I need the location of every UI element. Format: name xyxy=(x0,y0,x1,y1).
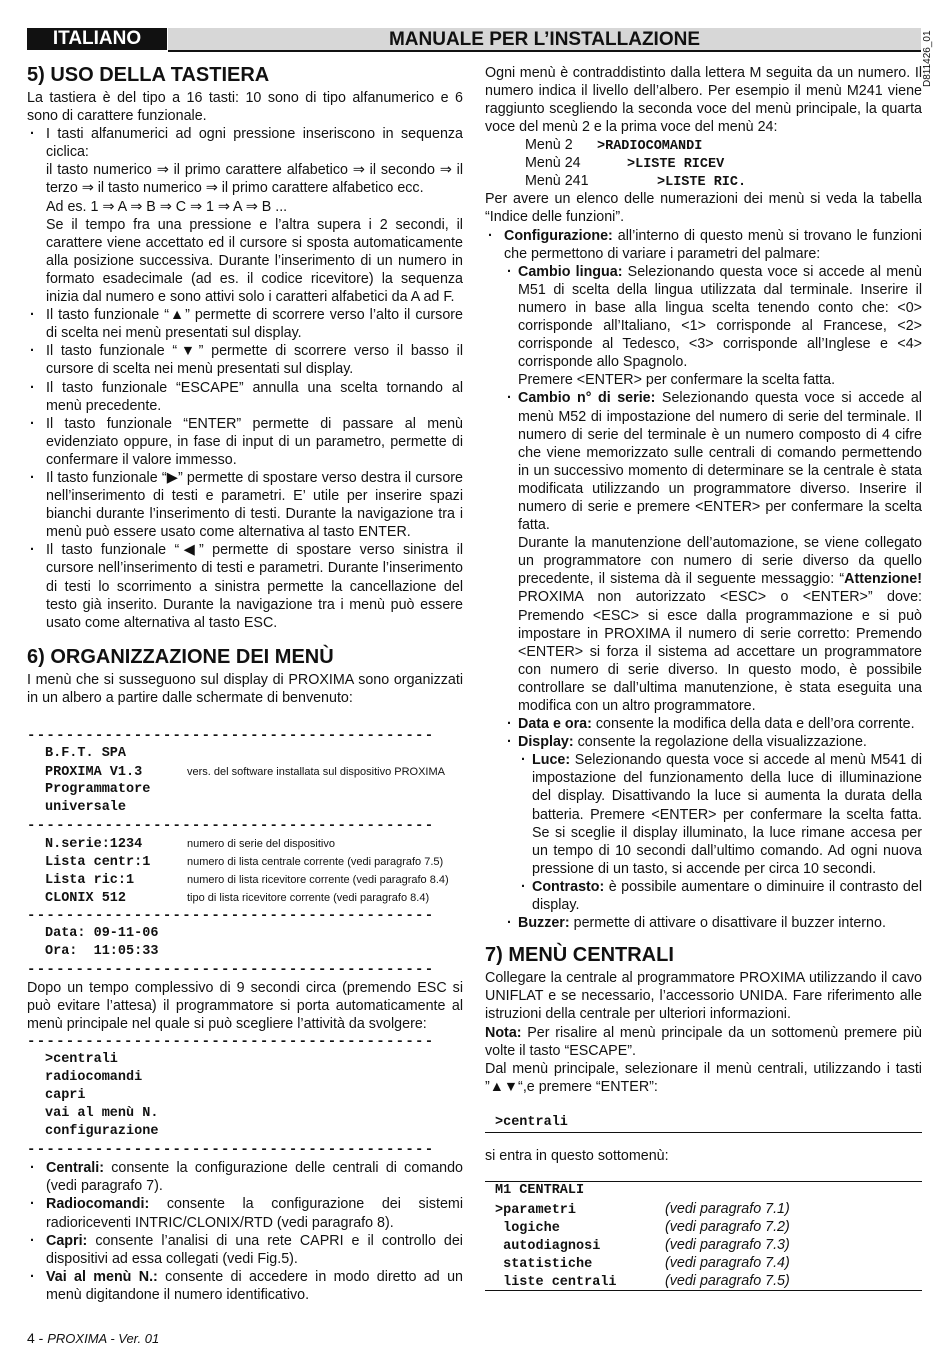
paragraph: Collegare la centrale al programmatore PROXIMA utilizzando il cavo UNIFLAT e se necessario, l’accessorio UNIDA. Fare riferimento alle istruzioni della centrale per ulteriori informazioni. xyxy=(485,970,922,1023)
main-menu-screen: >centrali radiocomandi capri vai al menù N. configurazione xyxy=(45,1052,159,1140)
language-label: ITALIANO xyxy=(27,28,167,50)
divider: ------------------------------------------ xyxy=(27,908,435,924)
section-7-title: 7) MENÙ CENTRALI xyxy=(485,944,674,967)
divider: ------------------------------------------ xyxy=(27,818,435,834)
paragraph: Dal menù principale, selezionare il menù centrali, utilizzando i tasti ”▲▼“,e premere “ENTER”: xyxy=(485,1060,922,1095)
paragraph: Dopo un tempo complessivo di 9 secondi circa (premendo ESC si può evitare l’attesa) il programmatore si porta automaticamente al menù principale nel quale si può scegliere l’attività da svolgere: xyxy=(27,980,463,1033)
list-item: · Cambio lingua: Selezionando questa voce si accede al menù M51 di scelta della lingua utilizzata dal terminale. Inserire il numero in base alla lingua scelta tenendo conto che: <0> corrisponde all’Italiano, <1> corrisponde al Francese, <2> corrisponde al Tedesco, <3> corrisponde all’Inglese e <4> corrisponde allo Spagnolo. Premere <ENTER> per confermare la scelta fatta. xyxy=(504,263,922,390)
divider: ------------------------------------------ xyxy=(27,1034,435,1051)
document-code: D811426_01 xyxy=(922,30,933,88)
list-item: · Radiocomandi: consente la configurazione dei sistemi radioriceventi INTRIC/CLONIX/RTD (vedi paragrafo 8). xyxy=(27,1195,463,1231)
list-item: · Il tasto funzionale “ESCAPE” annulla una scelta tornando al menù precedente. xyxy=(27,379,463,415)
list-item: · Capri: consente l’analisi di una rete CAPRI e il controllo dei dispositivi ad essa collegati (vedi Fig.5). xyxy=(27,1232,463,1268)
list-item: · Il tasto funzionale “◀” permette di spostare verso sinistra il cursore nell’inserimento di testi e parametri. Durante l’inserimento di testi lo scorrimento a sinistra permette la cancellazione del testo già inserito. Durante la navigazione tra i menù può essere usato come alternativa al tasto ESC. xyxy=(27,541,463,631)
keyboard-list xyxy=(27,125,463,632)
list-item: · Data e ora: consente la modifica della data e dell’ora corrente. xyxy=(504,715,922,733)
list-item: · Vai al menù N.: consente di accedere in modo diretto ad un menù digitandone il numero identificativo. xyxy=(27,1268,463,1304)
list-item: · Il tasto funzionale “▲” permette di scorrere verso l’alto il cursore di scelta nei menù presentati sul display. xyxy=(27,306,463,342)
paragraph: si entra in questo sottomenù: xyxy=(485,1147,669,1164)
centrali-submenu-table: M1 CENTRALI >parametri (vedi paragrafo 7.1) logiche (vedi paragrafo 7.2) autodiagnosi (vedi paragrafo 7.3) statistiche (vedi paragrafo 7.4) liste centrali (vedi paragrafo 7.5) xyxy=(485,1181,922,1291)
centrali-screen: >centrali xyxy=(485,1114,922,1133)
list-item: · Display: consente la regolazione della visualizzazione. · Luce: Selezionando questa voce si accede al menù M541 di impostazione del funzionamento della luce di illuminazione del display. Disattivando la luce si aumenta la durata della batteria. Premere <ENTER> per confermare la scelta fatta. Se si sceglie il display illuminato, la luce rimane accesa per un tempo di 10 secondi dall’ultimo comando. Ad ogni nuova pressione di un tasto, si accende per circa 10 secondi. · Contrasto: è possibile aumentare o diminuire il contrasto del display. xyxy=(504,733,922,914)
welcome-screen-1: B.F.T. SPA PROXIMA V1.3 vers. del software installata sul dispositivo PROXIMA Programmatore universale xyxy=(45,746,445,815)
welcome-screen-3: Data: 09-11-06 Ora: 11:05:33 xyxy=(45,926,159,959)
right-column xyxy=(485,64,922,1291)
manual-title: MANUALE PER L’INSTALLAZIONE xyxy=(168,28,921,52)
page-footer: 4 - PROXIMA - Ver. 01 xyxy=(27,1330,160,1346)
list-item: · Configurazione: all’interno di questo menù si trovano le funzioni che permettono di variare i parametri del palmare: · Cambio lingua: Selezionando questa voce si accede al menù M51 di scelta della lingua utilizzata dal terminale. Inserire il numero in base alla lingua scelta tenendo conto che: <0> corrisponde all’Italiano, <1> corrisponde al Francese, <2> corrisponde al Tedesco, <3> corrisponde all’Inglese e <4> corrisponde allo Spagnolo. Premere <ENTER> per confermare la scelta fatta. · Cambio n° di serie: Selezionando questa voce si accede al menù M52 di impostazione del numero di serie del terminale. Il numero di serie del terminale è un numero composto di 4 cifre che viene memorizzato sulle centrali di comando permettendo in un successivo momento di determinare se la centrale è stata modificata utilizzando un programmatore diverso. Inserire il numero di serie e premere <ENTER> per confermare la scelta fatta. Durante la manutenzione dell’automazione, se viene collegato un programmatore con numero di serie diverso da quello precedente, il sistema dà il seguente messaggio: “Attenzione! PROXIMA non autorizzato <ESC> o <ENTER>” dove: Premendo <ESC> si esce dalla programmazione e si può impostare in PROXIMA il numero di serie corretto: Premendo <ENTER> si forza il sistema ad accettare un programmatore con numero di serie diverso. In questo modo, è possibile controllare se dall’ultima manutenzione, è stata eseguita una modifica con un altro programmatore. · Data e ora: consente la modifica della data e dell’ora corrente. · Display: consente la regolazione della visualizzazione. · Luce: Selezionando questa voce si accede al menù M541 di impostazione del funzionamento della luce di illuminazione del display. Disattivando la luce si aumenta la durata della batteria. Premere <ENTER> per confermare la scelta fatta. Se si sceglie il display illuminato, la luce rimane accesa per un tempo di 10 secondi dall’ultimo comando. Ad ogni nuova pressione di un tasto, si accende per circa 10 secondi. · Contrasto: è possibile aumentare o diminuire il contrasto del display. · Buzzer: permette di attivare o disattivare il buzzer interno. xyxy=(485,227,922,933)
section-6-intro: I menù che si susseguono sul display di PROXIMA sono organizzati in un albero a partire dalle schermate di benvenuto: xyxy=(27,671,463,706)
list-item: · Cambio n° di serie: Selezionando questa voce si accede al menù M52 di impostazione del numero di serie del terminale. Il numero di serie del terminale è un numero composto di 4 cifre che viene memorizzato sulle centrali di comando permettendo in un successivo momento di determinare se la centrale è stata modificata utilizzando un programmatore diverso. Inserire il numero di serie e premere <ENTER> per confermare la scelta fatta. Durante la manutenzione dell’automazione, se viene collegato un programmatore con numero di serie diverso da quello precedente, il sistema dà il seguente messaggio: “Attenzione! PROXIMA non autorizzato <ESC> o <ENTER>” dove: Premendo <ESC> si esce dalla programmazione e si può impostare in PROXIMA il numero di serie corretto: Premendo <ENTER> si forza il sistema ad accettare un programmatore con numero di serie diverso. In questo modo, è possibile controllare se dall’ultima manutenzione, è stata eseguita una modifica con un altro programmatore. xyxy=(504,389,922,715)
section-5-title: 5) USO DELLA TASTIERA xyxy=(27,64,270,86)
left-column xyxy=(27,64,463,1304)
list-item: · Il tasto funzionale “ENTER” permette di passare al menù evidenziato oppure, in fase di input di un parametro, permette di confermare il valore immesso. xyxy=(27,415,463,469)
list-item: · Centrali: consente la configurazione delle centrali di comando (vedi paragrafo 7). xyxy=(27,1159,463,1195)
menu-example: Menù 2 >RADIOCOMANDI Menù 24 >LISTE RICEV Menù 241 >LISTE RIC. xyxy=(525,137,747,191)
divider: ------------------------------------------ xyxy=(27,1142,435,1159)
list-item: · Il tasto funzionale “▼” permette di scorrere verso il basso il cursore di scelta nei menù presentati sul display. xyxy=(27,342,463,378)
divider: ------------------------------------------ xyxy=(27,962,435,978)
list-item: · I tasti alfanumerici ad ogni pressione inseriscono in sequenza ciclica: il tasto numerico ⇒ il primo carattere alfabetico ⇒ il secondo ⇒ il terzo ⇒ il tasto numerico ⇒ il primo carattere alfabetico ecc. Ad es. 1 ⇒ A ⇒ B ⇒ C ⇒ 1 ⇒ A ⇒ B ... Se il tempo fra una pressione e l’altra supera i 2 secondi, il carattere viene accettato ed il cursore si sposta automaticamente alla posizione successiva. Durante l’inserimento di un numero in formato esadecimale (ad es. il codice ricevitore) la sequenza inizia dal numero e sono attivi solo i caratteri alfabetici da A ad F. xyxy=(27,125,463,306)
note: Nota: Per risalire al menù principale da un sottomenù premere più volte il tasto “ESCAPE”. xyxy=(485,1024,922,1059)
list-item: · Il tasto funzionale “▶” permette di spostare verso destra il cursore nell’inserimento di testi e parametri. E’ utile per inserire spazi bianchi durante l’inserimento di testi. Durante la navigazione tra i menù può essere usato come alternativa al tasto ENTER. xyxy=(27,469,463,541)
paragraph: Ogni menù è contraddistinto dalla lettera M seguita da un numero. Il numero indica il livello dell’albero. Per esempio il menù M241 viene raggiunto scegliendo la seconda voce del menù principale, la quarta voce del menù 2 e la prima voce del menù 24: xyxy=(485,65,922,136)
list-item: · Contrasto: è possibile aumentare o diminuire il contrasto del display. xyxy=(518,878,922,914)
paragraph: Per avere un elenco delle numerazioni dei menù si veda la tabella “Indice delle funzioni”. xyxy=(485,191,922,226)
main-menu-list xyxy=(27,1159,463,1304)
list-item: · Luce: Selezionando questa voce si accede al menù M541 di impostazione del funzionamento della luce di illuminazione del display. Disattivando la luce si aumenta la durata della batteria. Premere <ENTER> per confermare la scelta fatta. Se si sceglie il display illuminato, la luce rimane accesa per un tempo di 10 secondi dall’ultimo comando. Ad ogni nuova pressione di un tasto, si accende per circa 10 secondi. xyxy=(518,751,922,878)
welcome-screen-2: N.serie:1234 numero di serie del dispositivo Lista centr:1 numero di lista centrale corrente (vedi paragrafo 7.5) Lista ric:1 numero di lista ricevitore corrente (vedi paragrafo 8.4) CLONIX 512 tipo di lista ricevitore corrente (vedi paragrafo 8.4) xyxy=(45,837,449,906)
divider: ------------------------------------------ xyxy=(27,728,435,744)
section-5-intro: La tastiera è del tipo a 16 tasti: 10 sono di tipo alfanumerico e 6 sono di carattere funzionale. xyxy=(27,90,463,125)
list-item: · Buzzer: permette di attivare o disattivare il buzzer interno. xyxy=(504,914,922,932)
config-list xyxy=(485,227,922,933)
section-6-title: 6) ORGANIZZAZIONE DEI MENÙ xyxy=(27,645,334,668)
